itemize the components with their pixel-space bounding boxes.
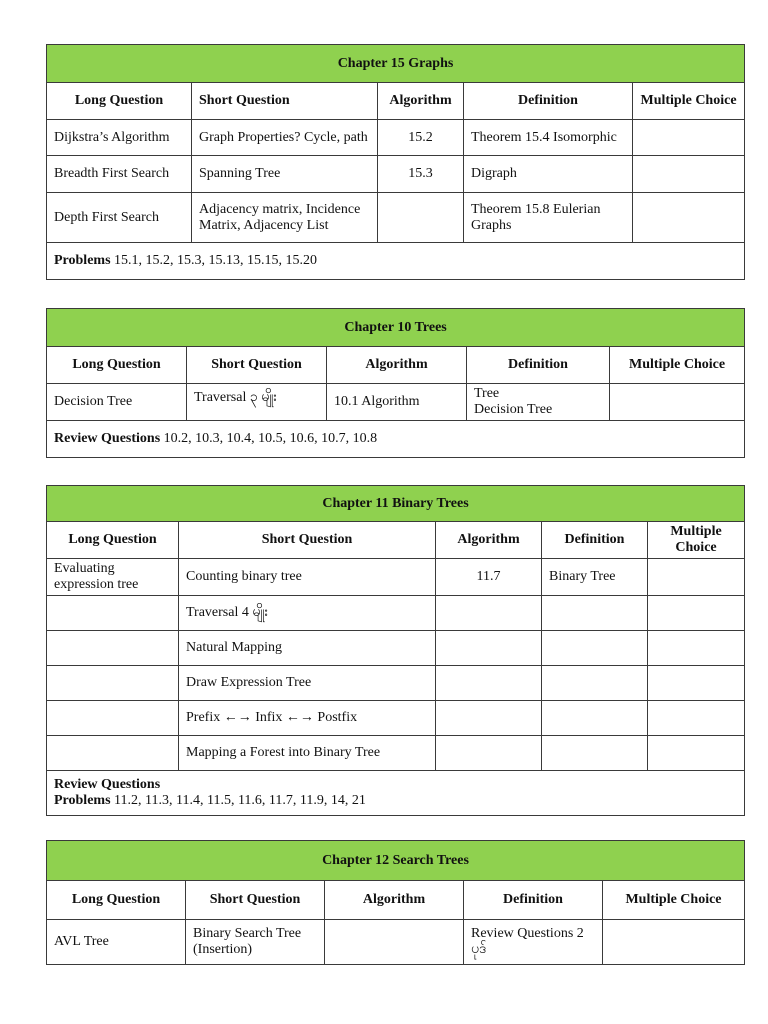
cell-definition: Theorem 15.8 Eulerian Graphs [464, 193, 633, 243]
header-definition: Definition [467, 347, 610, 384]
cell-short-question: Graph Properties? Cycle, path [192, 120, 378, 156]
cell-short-question: Traversal 4 မျိုး [179, 596, 436, 631]
header-short-question: Short Question [187, 347, 327, 384]
table-row [47, 559, 745, 596]
chapter-title: Chapter 12 Search Trees [47, 841, 745, 881]
cell-long-question: Decision Tree [47, 384, 187, 421]
cell-long-question: Evaluating expression tree [47, 559, 179, 596]
cell-definition [542, 666, 648, 701]
cell-multiple-choice [603, 920, 745, 965]
footer-label: Review Questions [54, 431, 161, 446]
header-long-question: Long Question [47, 83, 192, 120]
cell-long-question: Depth First Search [47, 193, 192, 243]
cell-multiple-choice [648, 559, 745, 596]
cell-multiple-choice [633, 193, 745, 243]
header-long-question: Long Question [47, 347, 187, 384]
cell-long-question [47, 631, 179, 666]
cell-algorithm [325, 920, 464, 965]
cell-algorithm: 11.7 [436, 559, 542, 596]
cell-definition [542, 631, 648, 666]
cell-long-question [47, 736, 179, 771]
cell-short-question: Traversal ၃ မျိုး [187, 384, 327, 421]
cell-definition [542, 701, 648, 736]
cell-short-question: Spanning Tree [192, 156, 378, 193]
header-multiple-choice: Multiple Choice [633, 83, 745, 120]
cell-algorithm: 10.1 Algorithm [327, 384, 467, 421]
cell-definition [542, 736, 648, 771]
header-multiple-choice: Multiple Choice [610, 347, 745, 384]
cell-definition: Review Questions 2 ပုဒ် [464, 920, 603, 965]
cell-algorithm [378, 193, 464, 243]
cell-short-question: Prefix ←→ Infix ←→ Postfix [179, 701, 436, 736]
definition-line: Decision Tree [474, 402, 553, 417]
cell-long-question [47, 666, 179, 701]
chapter-10-table [46, 308, 745, 458]
cell-short-question: Draw Expression Tree [179, 666, 436, 701]
footer-text: 15.1, 15.2, 15.3, 15.13, 15.15, 15.20 [110, 253, 318, 268]
cell-algorithm [436, 666, 542, 701]
header-algorithm: Algorithm [378, 83, 464, 120]
cell-short-question: Natural Mapping [179, 631, 436, 666]
chapter-title: Chapter 15 Graphs [47, 45, 745, 83]
chapter-15-table [46, 44, 745, 280]
header-definition: Definition [464, 83, 633, 120]
cell-definition [467, 384, 610, 421]
review-problems-footer [47, 771, 745, 816]
table-row [47, 920, 745, 965]
header-short-question: Short Question [179, 522, 436, 559]
cell-definition: Theorem 15.4 Isomorphic [464, 120, 633, 156]
cell-multiple-choice [648, 666, 745, 701]
cell-long-question: AVL Tree [47, 920, 186, 965]
footer-label: Problems [54, 793, 111, 808]
cell-algorithm [436, 701, 542, 736]
header-algorithm: Algorithm [436, 522, 542, 559]
cell-long-question [47, 701, 179, 736]
chapter-12-table [46, 840, 745, 965]
cell-algorithm [436, 631, 542, 666]
header-long-question: Long Question [47, 881, 186, 920]
cell-short-question: Binary Search Tree (Insertion) [186, 920, 325, 965]
header-short-question: Short Question [186, 881, 325, 920]
header-algorithm: Algorithm [327, 347, 467, 384]
cell-short-question: Mapping a Forest into Binary Tree [179, 736, 436, 771]
table-row [47, 384, 745, 421]
table-row [47, 701, 745, 736]
cell-long-question: Breadth First Search [47, 156, 192, 193]
cell-multiple-choice [610, 384, 745, 421]
header-multiple-choice: Multiple Choice [648, 522, 745, 559]
table-row [47, 120, 745, 156]
footer-text: 10.2, 10.3, 10.4, 10.5, 10.6, 10.7, 10.8 [160, 431, 378, 446]
cell-multiple-choice [648, 701, 745, 736]
table-row [47, 596, 745, 631]
cell-short-question: Adjacency matrix, Incidence Matrix, Adjacency List [192, 193, 378, 243]
cell-multiple-choice [648, 631, 745, 666]
cell-algorithm: 15.2 [378, 120, 464, 156]
table-row [47, 193, 745, 243]
cell-algorithm: 15.3 [378, 156, 464, 193]
cell-long-question: Dijkstra’s Algorithm [47, 120, 192, 156]
chapter-title: Chapter 11 Binary Trees [47, 486, 745, 522]
header-multiple-choice: Multiple Choice [603, 881, 745, 920]
cell-definition: Binary Tree [542, 559, 648, 596]
cell-multiple-choice [648, 736, 745, 771]
header-short-question: Short Question [192, 83, 378, 120]
table-row [47, 666, 745, 701]
definition-line: Tree [474, 386, 500, 401]
table-row [47, 156, 745, 193]
footer-text: 11.2, 11.3, 11.4, 11.5, 11.6, 11.7, 11.9, 14, 21 [110, 793, 366, 808]
header-algorithm: Algorithm [325, 881, 464, 920]
cell-algorithm [436, 596, 542, 631]
problems-footer [47, 243, 745, 280]
cell-multiple-choice [648, 596, 745, 631]
table-row [47, 736, 745, 771]
cell-definition: Digraph [464, 156, 633, 193]
review-questions-footer [47, 421, 745, 458]
cell-definition [542, 596, 648, 631]
table-row [47, 631, 745, 666]
chapter-title: Chapter 10 Trees [47, 309, 745, 347]
cell-algorithm [436, 736, 542, 771]
footer-label: Problems [54, 253, 111, 268]
cell-multiple-choice [633, 156, 745, 193]
cell-long-question [47, 596, 179, 631]
cell-short-question: Counting binary tree [179, 559, 436, 596]
footer-review-label: Review Questions [54, 777, 161, 792]
header-long-question: Long Question [47, 522, 179, 559]
cell-multiple-choice [633, 120, 745, 156]
chapter-11-table [46, 485, 745, 816]
header-definition: Definition [542, 522, 648, 559]
header-definition: Definition [464, 881, 603, 920]
